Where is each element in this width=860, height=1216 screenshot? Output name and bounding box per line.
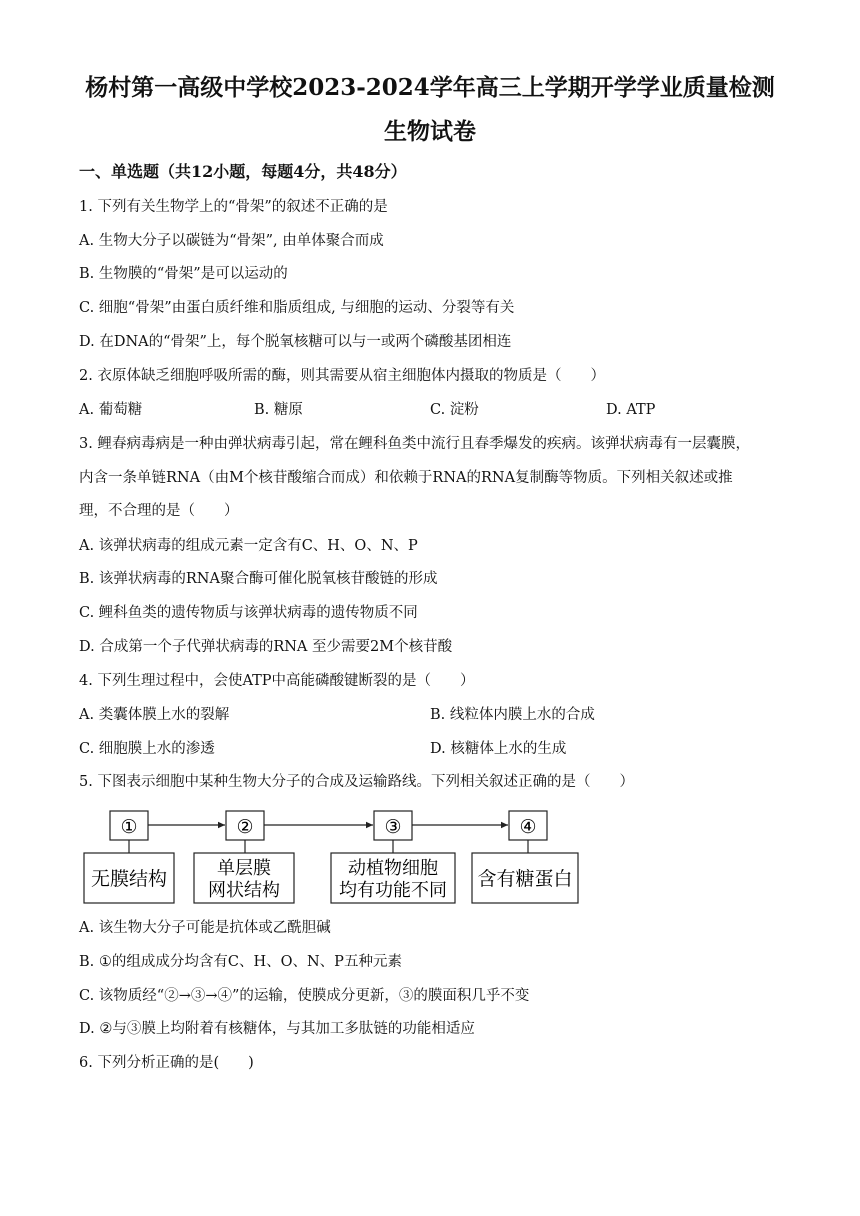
question-3-option-c: C. 鲤科鱼类的遗传物质与该弹状病毒的遗传物质不同 bbox=[79, 605, 418, 621]
question-1-option-b: B. 生物膜的“骨架”是可以运动的 bbox=[79, 266, 288, 282]
question-3-stem-line-3: 理，不合理的是（ ） bbox=[79, 503, 239, 519]
question-1-option-c: C. 细胞“骨架”由蛋白质纤维和脂质组成, 与细胞的运动、分裂等有关 bbox=[79, 300, 515, 316]
question-5-option-a: A. 该生物大分子可能是抗体或乙酰胆碱 bbox=[79, 920, 331, 936]
question-2-option-b: B. 糖原 bbox=[254, 402, 303, 418]
desc-1-text: 无膜结构 bbox=[90, 868, 168, 890]
question-4-stem: 4. 下列生理过程中，会使ATP中高能磷酸键断裂的是（ ） bbox=[79, 673, 475, 689]
question-4-option-b: B. 线粒体内膜上水的合成 bbox=[430, 707, 595, 723]
desc-2-line-1: 单层膜 bbox=[217, 858, 271, 879]
question-5-stem: 5. 下图表示细胞中某种生物大分子的合成及运输路线。下列相关叙述正确的是（ ） bbox=[79, 774, 634, 790]
question-1-option-a: A. 生物大分子以碳链为“骨架”, 由单体聚合而成 bbox=[79, 233, 384, 249]
desc-3-line-1: 动植物细胞 bbox=[348, 858, 438, 879]
question-2-option-d: D. ATP bbox=[606, 402, 656, 418]
node-label-2: ② bbox=[236, 816, 254, 838]
section-heading: 一、单选题（共12小题，每题4分，共48分） bbox=[79, 162, 407, 181]
question-4-option-a: A. 类囊体膜上水的裂解 bbox=[79, 707, 230, 723]
question-3-option-b: B. 该弹状病毒的RNA聚合酶可催化脱氧核苷酸链的形成 bbox=[79, 571, 438, 587]
node-label-3: ③ bbox=[384, 816, 402, 838]
desc-2-line-2: 网状结构 bbox=[208, 880, 280, 901]
desc-3-line-2: 均有功能不同 bbox=[339, 880, 447, 901]
question-2-option-c: C. 淀粉 bbox=[430, 402, 479, 418]
question-5-option-b: B. ①的组成成分均含有C、H、O、N、P五种元素 bbox=[79, 954, 402, 970]
question-5-option-c: C. 该物质经“②→③→④”的运输，使膜成分更新，③的膜面积几乎不变 bbox=[79, 988, 530, 1004]
question-3-stem-line-2: 内含一条单链RNA（由M个核苷酸缩合而成）和依赖于RNA的RNA复制酶等物质。下列相关叙述或推 bbox=[79, 470, 733, 486]
question-6-stem: 6. 下列分析正确的是( ) bbox=[79, 1055, 254, 1071]
exam-subtitle: 生物试卷 bbox=[384, 118, 476, 145]
question-1-option-d: D. 在DNA的“骨架”上，每个脱氧核糖可以与一或两个磷酸基团相连 bbox=[79, 334, 512, 350]
question-2-stem: 2. 衣原体缺乏细胞呼吸所需的酶，则其需要从宿主细胞体内摄取的物质是（ ） bbox=[79, 368, 605, 384]
question-2-option-a: A. 葡萄糖 bbox=[79, 402, 143, 418]
question-1-stem: 1. 下列有关生物学上的“骨架”的叙述不正确的是 bbox=[79, 199, 388, 215]
question-5-option-d: D. ②与③膜上均附着有核糖体，与其加工多肽链的功能相适应 bbox=[79, 1021, 475, 1037]
question-4-option-d: D. 核糖体上水的生成 bbox=[430, 741, 567, 757]
node-label-1: ① bbox=[120, 816, 138, 838]
question-3-option-a: A. 该弹状病毒的组成元素一定含有C、H、O、N、P bbox=[79, 538, 418, 554]
node-label-4: ④ bbox=[519, 816, 537, 838]
desc-4-text: 含有糖蛋白 bbox=[477, 868, 573, 890]
question-4-option-c: C. 细胞膜上水的渗透 bbox=[79, 741, 215, 757]
question-3-stem-line-1: 3. 鲤春病毒病是一种由弹状病毒引起，常在鲤科鱼类中流行且春季爆发的疾病。该弹状病毒有一层囊膜， bbox=[79, 436, 750, 452]
question-3-option-d: D. 合成第一个子代弹状病毒的RNA 至少需要2M个核苷酸 bbox=[79, 639, 453, 655]
exam-title: 杨村第一高级中学校2023-2024学年高三上学期开学学业质量检测 bbox=[85, 74, 775, 101]
